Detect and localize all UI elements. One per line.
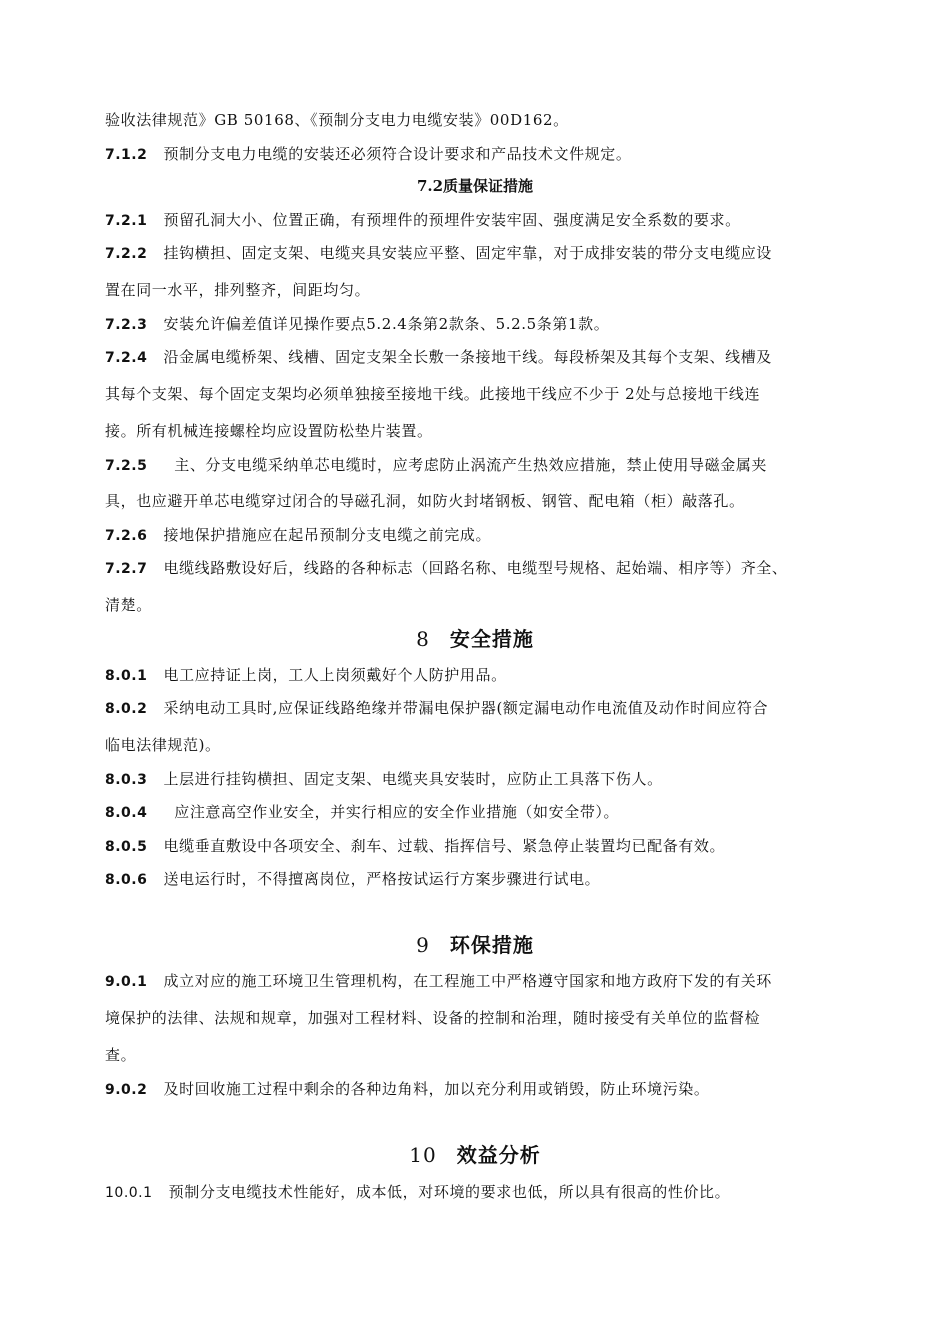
clause-number: 8.0.5	[105, 839, 148, 855]
clause-number: 7.2.3	[105, 317, 148, 333]
clause-text: 查。	[105, 1046, 137, 1064]
clause-text: 送电运行时，不得擅离岗位，严格按试运行方案步骤进行试电。	[163, 870, 601, 888]
clause-7-2-4	[105, 347, 845, 368]
clause-number: 7.2.4	[105, 350, 148, 366]
section-number: 8	[416, 627, 430, 651]
clause-9-0-2	[105, 1079, 845, 1100]
clause-number: 7.2.2	[105, 246, 148, 262]
clause-number: 7.2.6	[105, 528, 148, 544]
paragraph-line	[105, 595, 845, 615]
paragraph-line	[105, 1008, 845, 1028]
clause-7-2-1	[105, 210, 845, 231]
paragraph-line	[105, 735, 845, 755]
clause-number: 9.0.2	[105, 1082, 148, 1098]
clause-text: 接。所有机械连接螺栓均应设置防松垫片装置。	[105, 422, 433, 440]
clause-text: 挂钩横担、固定支架、电缆夹具安装应平整、固定牢靠，对于成排安装的带分支电缆应设	[163, 244, 772, 262]
clause-text: 电工应持证上岗，工人上岗须戴好个人防护用品。	[163, 666, 507, 684]
clause-number: 8.0.6	[105, 872, 148, 888]
clause-9-0-1	[105, 971, 845, 992]
clause-text: 其每个支架、每个固定支架均必须单独接至接地干线。此接地干线应不少于 2处与总接地干线连	[105, 385, 761, 403]
clause-number: 8.0.1	[105, 668, 148, 684]
clause-number: 7.2.7	[105, 561, 148, 577]
paragraph-text: 验收法律规范》GB 50168、《预制分支电力电缆安装》00D162。	[105, 111, 569, 129]
clause-text: 临电法律规范)。	[105, 736, 221, 754]
clause-7-1-2	[105, 144, 845, 165]
clause-text: 成立对应的施工环境卫生管理机构，在工程施工中严格遵守国家和地方政府下发的有关环	[163, 972, 772, 990]
section-title: 效益分析	[456, 1143, 541, 1167]
section-title: 环保措施	[449, 933, 534, 957]
clause-number: 7.2.5	[105, 458, 148, 474]
clause-7-2-5	[105, 455, 845, 476]
clause-text: 具，也应避开单芯电缆穿过闭合的导磁孔洞，如防火封堵钢板、钢管、配电箱（柜）敲落孔。	[105, 492, 745, 510]
section-heading-10	[0, 1142, 950, 1168]
clause-8-0-5	[105, 836, 845, 857]
clause-8-0-3	[105, 769, 845, 790]
paragraph-line	[105, 110, 845, 130]
clause-number: 7.2.1	[105, 213, 148, 229]
paragraph-line	[105, 421, 845, 441]
clause-number: 8.0.2	[105, 701, 148, 717]
clause-text: 预留孔洞大小、位置正确，有预埋件的预埋件安装牢固、强度满足安全系数的要求。	[163, 211, 741, 229]
clause-number: 7.1.2	[105, 147, 148, 163]
clause-7-2-2	[105, 243, 845, 264]
clause-8-0-1	[105, 665, 845, 686]
clause-text: 安装允许偏差值详见操作要点5.2.4条第2款条、5.2.5条第1款。	[163, 315, 610, 333]
clause-text: 电缆垂直敷设中各项安全、刹车、过载、指挥信号、紧急停止装置均已配备有效。	[163, 837, 726, 855]
clause-text: 境保护的法律、法规和规章，加强对工程材料、设备的控制和治理，随时接受有关单位的监督检	[105, 1009, 761, 1027]
clause-text: 上层进行挂钩横担、固定支架、电缆夹具安装时，应防止工具落下伤人。	[163, 770, 663, 788]
section-heading-8	[0, 626, 950, 652]
clause-8-0-4	[105, 802, 845, 823]
subsection-heading-7-2: 7.2质量保证措施	[416, 177, 534, 195]
clause-text: 采纳电动工具时,应保证线路绝缘并带漏电保护器(额定漏电动作电流值及动作时间应符合	[163, 699, 769, 717]
paragraph-line	[105, 491, 845, 511]
clause-text: 沿金属电缆桥架、线槽、固定支架全长敷一条接地干线。每段桥架及其每个支架、线槽及	[163, 348, 772, 366]
clause-text: 置在同一水平，排列整齐，间距均匀。	[105, 281, 371, 299]
clause-7-2-7	[105, 558, 845, 579]
clause-8-0-6	[105, 869, 845, 890]
paragraph-line	[105, 280, 845, 300]
clause-7-2-6	[105, 525, 845, 546]
clause-10-0-1	[105, 1182, 845, 1203]
paragraph-line	[105, 1045, 845, 1065]
clause-number: 10.0.1	[105, 1185, 153, 1201]
clause-text: 接地保护措施应在起吊预制分支电缆之前完成。	[163, 526, 492, 544]
clause-text: 预制分支电力电缆的安装还必须符合设计要求和产品技术文件规定。	[163, 145, 632, 163]
clause-text: 预制分支电缆技术性能好，成本低，对环境的要求也低，所以具有很高的性价比。	[168, 1183, 731, 1201]
clause-number: 8.0.4	[105, 805, 148, 821]
clause-text: 应注意高空作业安全，并实行相应的安全作业措施（如安全带）。	[174, 803, 620, 821]
clause-text: 电缆线路敷设好后，线路的各种标志（回路名称、电缆型号规格、起始端、相序等）齐全、	[163, 559, 788, 577]
clause-number: 9.0.1	[105, 974, 148, 990]
section-number: 10	[409, 1143, 437, 1167]
paragraph-line	[105, 384, 845, 404]
section-number: 9	[416, 933, 430, 957]
clause-text: 清楚。	[105, 596, 152, 614]
clause-text: 及时回收施工过程中剩余的各种边角料，加以充分利用或销毁，防止环境污染。	[163, 1080, 710, 1098]
clause-text: 主、分支电缆采纳单芯电缆时，应考虑防止涡流产生热效应措施，禁止使用导磁金属夹	[174, 456, 768, 474]
section-title: 安全措施	[449, 627, 534, 651]
section-heading-9	[0, 932, 950, 958]
clause-8-0-2	[105, 698, 845, 719]
clause-7-2-3	[105, 314, 845, 335]
clause-number: 8.0.3	[105, 772, 148, 788]
